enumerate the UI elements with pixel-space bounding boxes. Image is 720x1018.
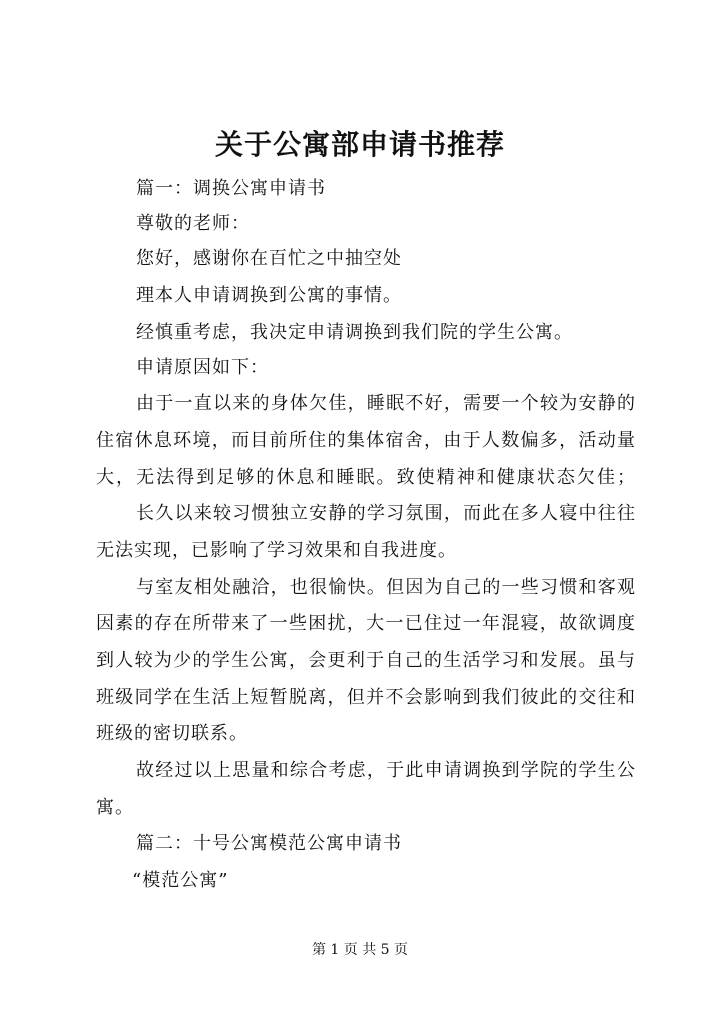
paragraph-line: 因素的存在所带来了一些困扰，大一已住过一年混寝，故欲调度 <box>96 613 636 634</box>
paragraph-line: 到人较为少的学生公寓，会更利于自己的生活学习和发展。虽与 <box>96 650 636 671</box>
paragraph-line: 长久以来较习惯独立安静的学习氛围，而此在多人寝中往往 <box>136 503 636 524</box>
paragraph-line: 班级的密切联系。 <box>96 723 248 744</box>
section-heading-2: 篇二：十号公寓模范公寓申请书 <box>136 833 402 854</box>
salutation: 尊敬的老师： <box>136 213 250 234</box>
section-heading-1: 篇一：调换公寓申请书 <box>136 178 326 199</box>
paragraph-line: 由于一直以来的身体欠佳，睡眠不好，需要一个较为安静的 <box>136 393 636 414</box>
document-title: 关于公寓部申请书推荐 <box>214 128 505 161</box>
paragraph-line: 无法实现，已影响了学习效果和自我进度。 <box>96 540 457 561</box>
paragraph-line: 住宿休息环境，而目前所住的集体宿舍，由于人数偏多，活动量 <box>96 430 636 451</box>
page-footer: 第 1 页 共 5 页 <box>311 942 409 958</box>
paragraph-line: 理本人申请调换到公寓的事情。 <box>136 285 402 306</box>
paragraph-line: 您好，感谢你在百忙之中抽空处 <box>136 248 402 269</box>
paragraph-line: 故经过以上思量和综合考虑，于此申请调换到学院的学生公 <box>136 760 636 781</box>
paragraph-line: 班级同学在生活上短暂脱离，但并不会影响到我们彼此的交往和 <box>96 687 636 708</box>
paragraph-line: 寓。 <box>96 797 134 818</box>
paragraph-line: 经慎重考虑，我决定申请调换到我们院的学生公寓。 <box>136 322 573 343</box>
paragraph-line: 申请原因如下： <box>136 357 269 378</box>
paragraph-line: 与室友相处融洽，也很愉快。但因为自己的一些习惯和客观 <box>136 577 636 598</box>
quoted-heading: “模范公寓” <box>132 870 229 891</box>
paragraph-line: 大，无法得到足够的休息和睡眠。致使精神和健康状态欠佳； <box>96 467 636 488</box>
